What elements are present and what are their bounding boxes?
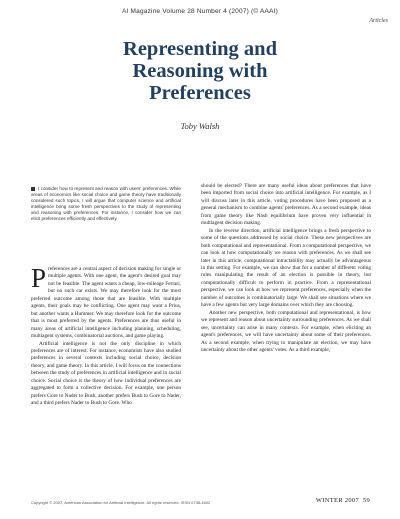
author-name: Toby Walsh bbox=[180, 121, 220, 131]
title-line-1: Representing and bbox=[123, 38, 277, 60]
article-title bbox=[0, 38, 400, 104]
body-paragraph bbox=[31, 263, 181, 341]
body-column-left bbox=[31, 263, 181, 408]
abstract-text: I consider how to represent and reason with users' preferences. While areas of economics like social choice and game theory have traditionally considered such topics, I will argue that computer science and artificial intelligence bring some fresh perspectives to the study of representing and reasoning with preferences. For instance, I consider how we can elicit preferences efficiently and effectively. bbox=[31, 186, 181, 222]
body-column-right bbox=[201, 183, 371, 354]
paragraph-text: references are a central aspect of decision making for single or multiple agents. With one agent, the agent's desired goal may not be feasible. The agent wants a cheap, low-mileage Ferrari, but no such car exists. We may therefore look for the most preferred outcome among those that are feasible. With multiple agents, their goals may be conflicting. One agent may want a Prius, but another wants a Hummer. We may therefore look for the outcome that is most preferred by the agents. Preferences are thus useful in many areas of artificial intelligence including planning, scheduling, multiagent systems, combinatorial auctions, and game playing. bbox=[31, 266, 181, 340]
issue-label: WINTER 2007 bbox=[315, 497, 360, 504]
title-line-2: Reasoning with bbox=[132, 60, 268, 82]
body-paragraph: Another new perspective, both computational and representational, is how we represent and reason about uncertainty surrounding preferences. As we shall see, uncertainty can arise in many contexts. For example, when eliciting an agent's preferences, we will have uncertainty about some of their preferences. As a second example, when trying to manipulate an election, we may have uncertainty about the other agents' votes. As a third example, bbox=[201, 309, 371, 353]
copyright-notice: Copyright © 2007, American Association for Artificial Intelligence. All rights reserved. ISSN 0738-4602 bbox=[31, 500, 211, 505]
title-line-3: Preferences bbox=[149, 82, 251, 104]
running-head: AI Magazine Volume 28 Number 4 (2007) (© AAAI) bbox=[122, 8, 278, 15]
body-paragraph: should be elected? There are many useful ideas about preferences that have been imported from social choice into artificial intelligence. For example, as I will discuss later in this article, voting procedures have been proposed as a general mechanism to combine agents' preferences. As a second example, ideas from game theory like Nash equilibrium have proven very influential in multiagent decision making. bbox=[201, 183, 371, 227]
body-paragraph: Artificial intelligence is not the only discipline in which preferences are of interest. For instance, economists have also studied preferences in several contexts including social choice, decision theory, and game theory. In this article, I will focus on the connections between the study of preferences in artificial intelligence and in social choice. Social choice is the theory of how individual preferences are aggregated to form a collective decision. For example, one person prefers Gore to Nader to Bush, another prefers Bush to Gore to Nader, and a third prefers Nader to Bush to Gore. Who bbox=[31, 340, 181, 407]
drop-cap: P bbox=[31, 263, 47, 293]
body-paragraph: In the reverse direction, artificial intelligence brings a fresh perspective to some of the questions addressed by social choice. These new perspectives are both computational and representational. From a computational perspective, we can look at how computationally we reason with preferences. As we shall see later in this article, computational intractability may actually be advantageous in this setting. For example, we can show that for a number of different voting rules manipulating the result of an election is possible in theory, but computationally difficult to perform in practice. From a representational perspective, we can look at how we represent preferences, especially when the number of outcomes is combinatorially large. We shall see situations where we have a few agents but very large domains over which they are choosing. bbox=[201, 227, 371, 309]
bullet-icon bbox=[31, 187, 35, 191]
abstract bbox=[31, 186, 181, 222]
section-label: Articles bbox=[369, 18, 388, 24]
page-footer bbox=[316, 497, 370, 504]
page-number: 59 bbox=[362, 497, 370, 504]
